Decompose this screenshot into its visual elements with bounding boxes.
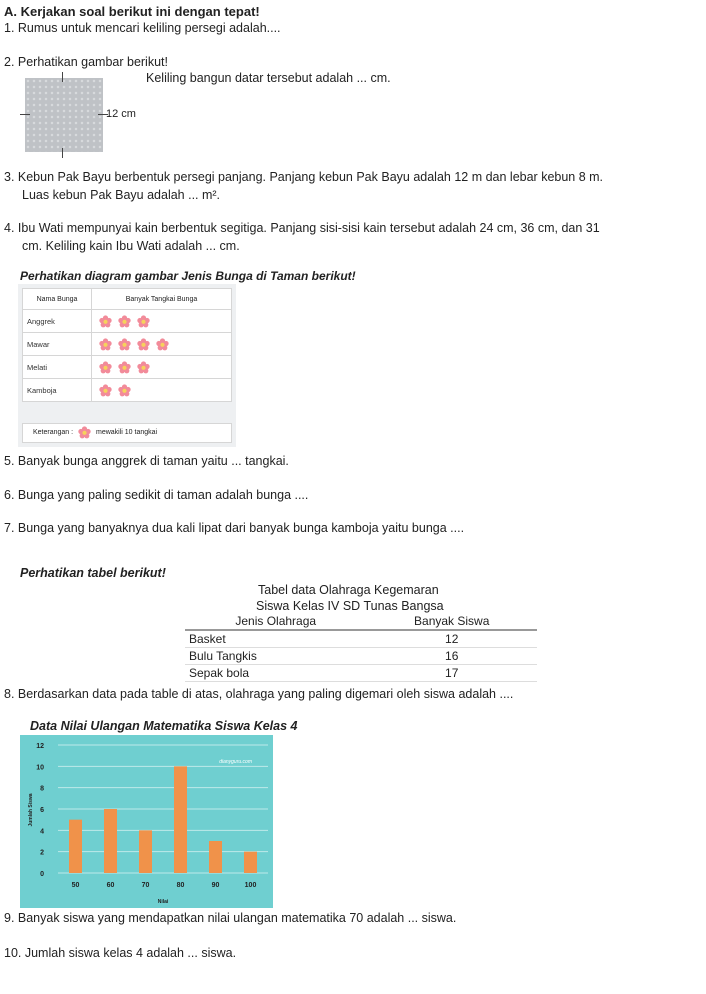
- x-tick-label: 50: [71, 882, 80, 889]
- square-tick-top: [62, 72, 63, 82]
- flower-icon: [99, 361, 112, 374]
- flower-icon: [137, 361, 150, 374]
- x-tick-label: 100: [244, 882, 257, 889]
- flower-icon: [99, 338, 112, 351]
- pictograph-row-name: Melati: [23, 356, 92, 379]
- question-3-line2: Luas kebun Pak Bayu adalah ... m².: [22, 188, 221, 202]
- question-4-line2: cm. Keliling kain Ibu Wati adalah ... cm.: [22, 239, 240, 253]
- sport-count: 17: [366, 665, 537, 682]
- y-tick-label: 0: [40, 871, 44, 878]
- sport-count: 16: [366, 648, 537, 665]
- table-title-2: Siswa Kelas IV SD Tunas Bangsa: [256, 599, 444, 613]
- pictograph: [18, 284, 236, 447]
- flower-icon: [137, 338, 150, 351]
- bar: [139, 830, 152, 873]
- table-row: [185, 630, 537, 648]
- sports-col-count: Banyak Siswa: [366, 613, 537, 630]
- pictograph-col-count: Banyak Tangkai Bunga: [92, 289, 232, 310]
- question-1: 1. Rumus untuk mencari keliling persegi adalah....: [4, 21, 281, 35]
- pictograph-row-flowers: [92, 379, 232, 402]
- y-axis-label: Jumlah Siswa: [28, 793, 34, 827]
- pictograph-table: [22, 288, 232, 402]
- flower-icon: [118, 315, 131, 328]
- bar: [104, 809, 117, 873]
- flower-icon: [118, 338, 131, 351]
- pictograph-row-flowers: [92, 333, 232, 356]
- y-tick-label: 12: [36, 743, 44, 750]
- question-2: 2. Perhatikan gambar berikut!: [4, 55, 168, 69]
- question-9: 9. Banyak siswa yang mendapatkan nilai ulangan matematika 70 adalah ... siswa.: [4, 911, 457, 925]
- pictograph-row-flowers: [92, 356, 232, 379]
- sports-table: [185, 613, 537, 682]
- pictograph-row-name: Kamboja: [23, 379, 92, 402]
- table-row: [185, 648, 537, 665]
- bar: [209, 841, 222, 873]
- sports-col-sport: Jenis Olahraga: [185, 613, 366, 630]
- square-side-label: 12 cm: [106, 108, 136, 120]
- bar: [69, 820, 82, 873]
- table-row: [185, 665, 537, 682]
- table-title-1: Tabel data Olahraga Kegemaran: [258, 583, 439, 597]
- x-tick-label: 80: [176, 882, 185, 889]
- flower-icon: [78, 426, 91, 439]
- bar-chart: [20, 735, 273, 908]
- flower-icon: [156, 338, 169, 351]
- sport-count: 12: [366, 630, 537, 648]
- legend-label: Keterangan :: [33, 429, 74, 436]
- flower-icon: [99, 315, 112, 328]
- square-tick-left: [20, 114, 30, 115]
- pictograph-heading: Perhatikan diagram gambar Jenis Bunga di Taman berikut!: [20, 269, 356, 283]
- sport-name: Basket: [185, 630, 366, 648]
- y-tick-label: 10: [36, 764, 44, 772]
- flower-icon: [99, 384, 112, 397]
- x-tick-label: 70: [141, 882, 150, 889]
- question-6: 6. Bunga yang paling sedikit di taman adalah bunga ....: [4, 488, 309, 502]
- pictograph-row-name: Mawar: [23, 333, 92, 356]
- section-title: A. Kerjakan soal berikut ini dengan tepat!: [4, 4, 260, 19]
- sport-name: Sepak bola: [185, 665, 366, 682]
- flower-icon: [137, 315, 150, 328]
- sport-name: Bulu Tangkis: [185, 648, 366, 665]
- watermark: dianyguru.com: [219, 759, 252, 765]
- question-4-line1: 4. Ibu Wati mempunyai kain berbentuk segitiga. Panjang sisi-sisi kain tersebut adalah 24 cm, 36 cm, dan 31: [4, 221, 600, 235]
- pictograph-col-name: Nama Bunga: [23, 289, 92, 310]
- y-tick-label: 2: [40, 849, 44, 857]
- table-heading: Perhatikan tabel berikut!: [20, 566, 166, 580]
- flower-icon: [118, 361, 131, 374]
- question-8: 8. Berdasarkan data pada table di atas, olahraga yang paling digemari oleh siswa adalah ....: [4, 687, 514, 701]
- square-figure: [25, 78, 103, 152]
- pictograph-legend: [22, 423, 232, 443]
- question-5: 5. Banyak bunga anggrek di taman yaitu ... tangkai.: [4, 454, 289, 468]
- y-tick-label: 8: [40, 785, 44, 793]
- flower-icon: [118, 384, 131, 397]
- pictograph-row-name: Anggrek: [23, 310, 92, 333]
- y-tick-label: 4: [40, 828, 44, 836]
- question-2-text: Keliling bangun datar tersebut adalah ... cm.: [146, 71, 391, 85]
- legend-value: mewakili 10 tangkai: [96, 429, 158, 436]
- y-tick-label: 6: [40, 807, 44, 814]
- x-tick-label: 60: [106, 882, 115, 889]
- square-tick-bottom: [62, 148, 63, 158]
- question-3-line1: 3. Kebun Pak Bayu berbentuk persegi panjang. Panjang kebun Pak Bayu adalah 12 m dan lebar kebun 8 m.: [4, 170, 604, 184]
- bar: [244, 852, 257, 873]
- question-10: 10. Jumlah siswa kelas 4 adalah ... siswa.: [4, 946, 237, 960]
- bar: [174, 766, 187, 873]
- question-7: 7. Bunga yang banyaknya dua kali lipat dari banyak bunga kamboja yaitu bunga ....: [4, 521, 465, 535]
- chart-heading: Data Nilai Ulangan Matematika Siswa Kelas 4: [30, 719, 298, 733]
- x-tick-label: 90: [211, 882, 220, 889]
- pictograph-row-flowers: [92, 310, 232, 333]
- x-axis-label: Nilai: [157, 899, 169, 905]
